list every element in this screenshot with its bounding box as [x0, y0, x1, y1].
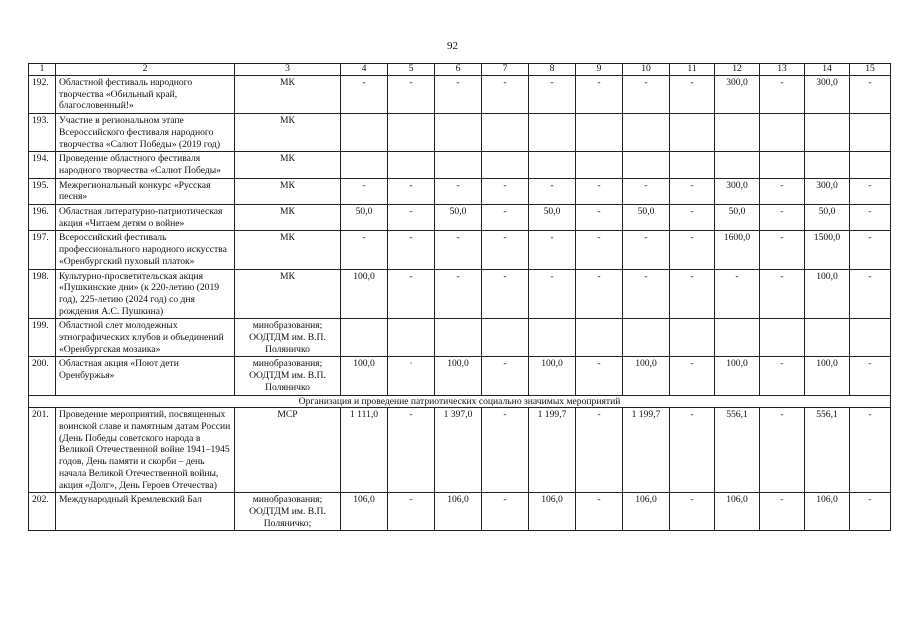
- executor: МК: [235, 178, 341, 204]
- value-cell: [715, 114, 760, 152]
- value-cell: [341, 152, 388, 178]
- event-name: Проведение мероприятий, посвященных воинской славе и памятным датам России (День Победы советского народа в Великой Отечественной войне 1941–1945 годов, День памяти и скорби – день начала Великой Отечественной войны, акция «Долг», День Героев Отечества): [56, 408, 235, 493]
- value-cell: 106,0: [529, 493, 576, 531]
- value-cell: 300,0: [805, 76, 850, 114]
- event-name: Проведение областного фестиваля народного творчества «Салют Победы»: [56, 152, 235, 178]
- value-cell: [576, 152, 623, 178]
- value-cell: -: [760, 357, 805, 395]
- executor: МК: [235, 231, 341, 269]
- value-cell: -: [482, 76, 529, 114]
- value-cell: 106,0: [435, 493, 482, 531]
- value-cell: -: [760, 178, 805, 204]
- value-cell: [576, 319, 623, 357]
- value-cell: 100,0: [805, 269, 850, 319]
- value-cell: -: [576, 205, 623, 231]
- table-row: [29, 269, 891, 319]
- row-number: 200.: [29, 357, 56, 395]
- value-cell: 50,0: [341, 205, 388, 231]
- value-cell: [670, 114, 715, 152]
- value-cell: -: [760, 493, 805, 531]
- value-cell: 106,0: [341, 493, 388, 531]
- value-cell: -: [715, 269, 760, 319]
- value-cell: -: [850, 357, 891, 395]
- value-cell: -: [623, 269, 670, 319]
- value-cell: -: [760, 76, 805, 114]
- value-cell: 50,0: [623, 205, 670, 231]
- value-cell: 100,0: [435, 357, 482, 395]
- column-header: 4: [341, 64, 388, 76]
- value-cell: [388, 114, 435, 152]
- column-header: 7: [482, 64, 529, 76]
- value-cell: -: [388, 178, 435, 204]
- value-cell: [670, 152, 715, 178]
- value-cell: -: [529, 76, 576, 114]
- value-cell: -: [670, 357, 715, 395]
- row-number: 199.: [29, 319, 56, 357]
- value-cell: -: [670, 231, 715, 269]
- value-cell: [529, 114, 576, 152]
- value-cell: [529, 152, 576, 178]
- column-header: 12: [715, 64, 760, 76]
- table-row: [29, 493, 891, 531]
- value-cell: 1 199,7: [623, 408, 670, 493]
- column-header: 5: [388, 64, 435, 76]
- event-name: Участие в региональном этапе Всероссийского фестиваля народного творчества «Салют Победы» (2019 год): [56, 114, 235, 152]
- value-cell: -: [388, 205, 435, 231]
- value-cell: -: [623, 231, 670, 269]
- value-cell: -: [670, 205, 715, 231]
- column-header: 9: [576, 64, 623, 76]
- executor: МК: [235, 76, 341, 114]
- value-cell: -: [576, 269, 623, 319]
- section-title: Организация и проведение патриотических социально значимых мероприятий: [29, 395, 891, 408]
- column-header: 3: [235, 64, 341, 76]
- value-cell: -: [850, 76, 891, 114]
- value-cell: [760, 114, 805, 152]
- row-number: 198.: [29, 269, 56, 319]
- value-cell: -: [529, 269, 576, 319]
- value-cell: 100,0: [341, 357, 388, 395]
- column-header: 6: [435, 64, 482, 76]
- column-header: 1: [29, 64, 56, 76]
- value-cell: -: [482, 357, 529, 395]
- page-number: 92: [447, 40, 458, 52]
- value-cell: -: [388, 231, 435, 269]
- column-header: 15: [850, 64, 891, 76]
- table-row: [29, 178, 891, 204]
- value-cell: -: [529, 231, 576, 269]
- value-cell: -: [623, 76, 670, 114]
- row-number: 195.: [29, 178, 56, 204]
- value-cell: 1 199,7: [529, 408, 576, 493]
- budget-table: [28, 63, 891, 531]
- table-row: [29, 205, 891, 231]
- value-cell: -: [529, 178, 576, 204]
- value-cell: [388, 319, 435, 357]
- value-cell: 1600,0: [715, 231, 760, 269]
- value-cell: -: [576, 178, 623, 204]
- section-header-row: [29, 395, 891, 408]
- value-cell: 106,0: [623, 493, 670, 531]
- value-cell: -: [482, 269, 529, 319]
- column-header: 14: [805, 64, 850, 76]
- value-cell: -: [760, 231, 805, 269]
- value-cell: -: [850, 408, 891, 493]
- value-cell: -: [760, 269, 805, 319]
- value-cell: [715, 319, 760, 357]
- column-number-header-row: [29, 64, 891, 76]
- executor: минобразования; ООДТДМ им. В.П. Поляничко;: [235, 493, 341, 531]
- table-row: [29, 357, 891, 395]
- value-cell: 300,0: [715, 178, 760, 204]
- value-cell: -: [576, 357, 623, 395]
- value-cell: 556,1: [715, 408, 760, 493]
- value-cell: [435, 152, 482, 178]
- value-cell: -: [388, 493, 435, 531]
- executor: минобразования; ООДТДМ им. В.П. Поляничко: [235, 357, 341, 395]
- value-cell: 100,0: [805, 357, 850, 395]
- value-cell: [623, 114, 670, 152]
- value-cell: -: [850, 493, 891, 531]
- value-cell: 100,0: [341, 269, 388, 319]
- value-cell: 1 397,0: [435, 408, 482, 493]
- event-name: Межрегиональный конкурс «Русская песня»: [56, 178, 235, 204]
- value-cell: 1500,0: [805, 231, 850, 269]
- value-cell: 556,1: [805, 408, 850, 493]
- value-cell: -: [435, 76, 482, 114]
- row-number: 197.: [29, 231, 56, 269]
- value-cell: -: [482, 493, 529, 531]
- value-cell: -: [670, 76, 715, 114]
- value-cell: -: [670, 493, 715, 531]
- value-cell: -: [341, 231, 388, 269]
- value-cell: -: [435, 269, 482, 319]
- value-cell: -: [341, 76, 388, 114]
- value-cell: 300,0: [805, 178, 850, 204]
- column-header: 11: [670, 64, 715, 76]
- value-cell: 100,0: [715, 357, 760, 395]
- row-number: 193.: [29, 114, 56, 152]
- value-cell: -: [670, 269, 715, 319]
- event-name: Областная литературно-патриотическая акция «Читаем детям о войне»: [56, 205, 235, 231]
- value-cell: -: [388, 76, 435, 114]
- value-cell: 50,0: [529, 205, 576, 231]
- value-cell: -: [435, 231, 482, 269]
- table-row: [29, 76, 891, 114]
- value-cell: 50,0: [435, 205, 482, 231]
- value-cell: [388, 152, 435, 178]
- value-cell: -: [482, 408, 529, 493]
- column-header: 10: [623, 64, 670, 76]
- table-row: [29, 408, 891, 493]
- value-cell: [850, 152, 891, 178]
- value-cell: [435, 319, 482, 357]
- value-cell: -: [850, 205, 891, 231]
- value-cell: -: [576, 493, 623, 531]
- value-cell: -: [850, 231, 891, 269]
- value-cell: 106,0: [805, 493, 850, 531]
- event-name: Областная акция «Поют дети Оренбуржья»: [56, 357, 235, 395]
- value-cell: [623, 319, 670, 357]
- table-row: [29, 152, 891, 178]
- value-cell: -: [576, 408, 623, 493]
- value-cell: 50,0: [715, 205, 760, 231]
- event-name: Культурно-просветительская акция «Пушкинские дни» (к 220-летию (2019 год), 225-летию (2024 год) со дня рождения А.С. Пушкина): [56, 269, 235, 319]
- table-row: [29, 231, 891, 269]
- value-cell: [850, 114, 891, 152]
- value-cell: -: [850, 178, 891, 204]
- event-name: Международный Кремлевский Бал: [56, 493, 235, 531]
- executor: МСР: [235, 408, 341, 493]
- value-cell: [529, 319, 576, 357]
- value-cell: -: [341, 178, 388, 204]
- executor: МК: [235, 114, 341, 152]
- value-cell: [482, 319, 529, 357]
- value-cell: [805, 114, 850, 152]
- value-cell: [435, 114, 482, 152]
- value-cell: [715, 152, 760, 178]
- value-cell: -: [435, 178, 482, 204]
- value-cell: -: [388, 269, 435, 319]
- executor: МК: [235, 269, 341, 319]
- executor: МК: [235, 205, 341, 231]
- value-cell: -: [850, 269, 891, 319]
- row-number: 192.: [29, 76, 56, 114]
- row-number: 196.: [29, 205, 56, 231]
- column-header: 8: [529, 64, 576, 76]
- value-cell: -: [670, 178, 715, 204]
- value-cell: [760, 152, 805, 178]
- value-cell: -: [760, 205, 805, 231]
- executor: МК: [235, 152, 341, 178]
- value-cell: -: [482, 178, 529, 204]
- event-name: Областной фестиваль народного творчества «Обильный край, благословенный!»: [56, 76, 235, 114]
- value-cell: -: [482, 205, 529, 231]
- value-cell: [576, 114, 623, 152]
- value-cell: 106,0: [715, 493, 760, 531]
- event-name: Всероссийский фестиваль профессионального народного искусства «Оренбургский пуховый платок»: [56, 231, 235, 269]
- value-cell: [670, 319, 715, 357]
- value-cell: [482, 114, 529, 152]
- value-cell: -: [760, 408, 805, 493]
- executor: минобразования; ООДТДМ им. В.П. Поляничко: [235, 319, 341, 357]
- value-cell: [482, 152, 529, 178]
- value-cell: [341, 114, 388, 152]
- column-header: 13: [760, 64, 805, 76]
- value-cell: [805, 152, 850, 178]
- value-cell: [623, 152, 670, 178]
- value-cell: [805, 319, 850, 357]
- value-cell: -: [576, 76, 623, 114]
- value-cell: ·: [388, 357, 435, 395]
- value-cell: -: [482, 231, 529, 269]
- event-name: Областной слет молодежных этнографических клубов и объединений «Оренбургская мозаика»: [56, 319, 235, 357]
- value-cell: 100,0: [529, 357, 576, 395]
- value-cell: 100,0: [623, 357, 670, 395]
- value-cell: [341, 319, 388, 357]
- row-number: 194.: [29, 152, 56, 178]
- value-cell: [850, 319, 891, 357]
- value-cell: 1 111,0: [341, 408, 388, 493]
- value-cell: -: [576, 231, 623, 269]
- value-cell: -: [388, 408, 435, 493]
- value-cell: 50,0: [805, 205, 850, 231]
- column-header: 2: [56, 64, 235, 76]
- value-cell: -: [670, 408, 715, 493]
- value-cell: 300,0: [715, 76, 760, 114]
- value-cell: -: [623, 178, 670, 204]
- table-row: [29, 114, 891, 152]
- table-row: [29, 319, 891, 357]
- row-number: 201.: [29, 408, 56, 493]
- row-number: 202.: [29, 493, 56, 531]
- value-cell: [760, 319, 805, 357]
